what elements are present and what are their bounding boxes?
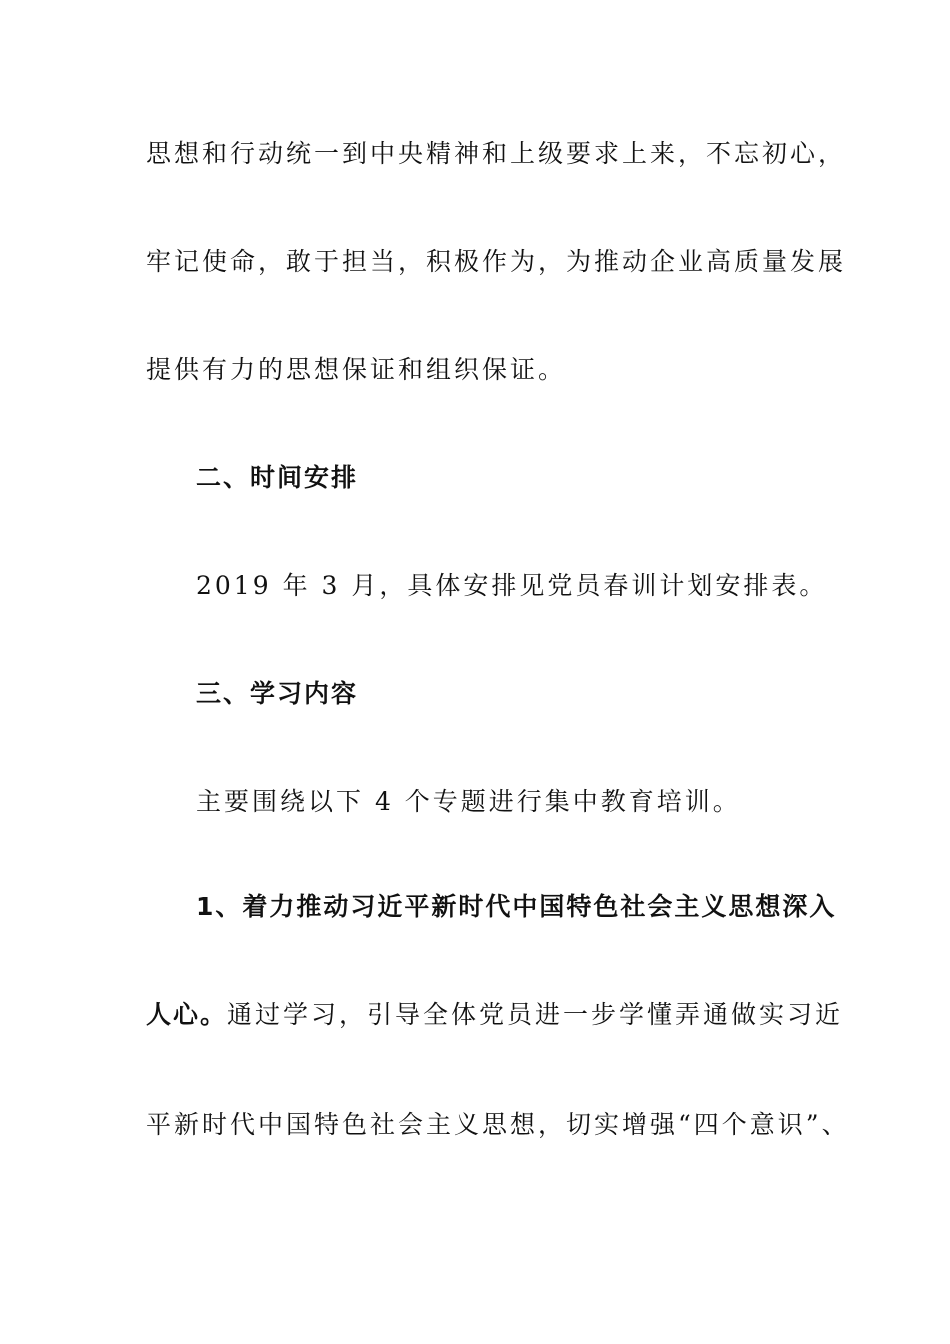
paragraph-line: 牢记使命，敢于担当，积极作为，为推动企业高质量发展 [146,247,847,276]
paragraph-line: 主要围绕以下 4 个专题进行集中教育培训。 [196,787,741,816]
paragraph-line: 提供有力的思想保证和组织保证。 [146,355,567,384]
item-body-start: 通过学习，引导全体党员进一步学懂弄通做实习近 [227,1000,844,1029]
paragraph-line: 2019 年 3 月，具体安排见党员春训计划安排表。 [196,571,828,600]
section-heading: 三、学习内容 [196,679,359,708]
section-heading: 二、时间安排 [196,463,359,492]
paragraph-line: 思想和行动统一到中央精神和上级要求上来，不忘初心， [146,139,847,168]
item-title: 1、着力推动习近平新时代中国特色社会主义思想深入 [196,892,837,921]
paragraph-line: 平新时代中国特色社会主义思想，切实增强“四个意识”、 [146,1110,850,1139]
paragraph-line [146,998,843,1032]
item-title-continuation: 人心。 [146,1000,228,1029]
